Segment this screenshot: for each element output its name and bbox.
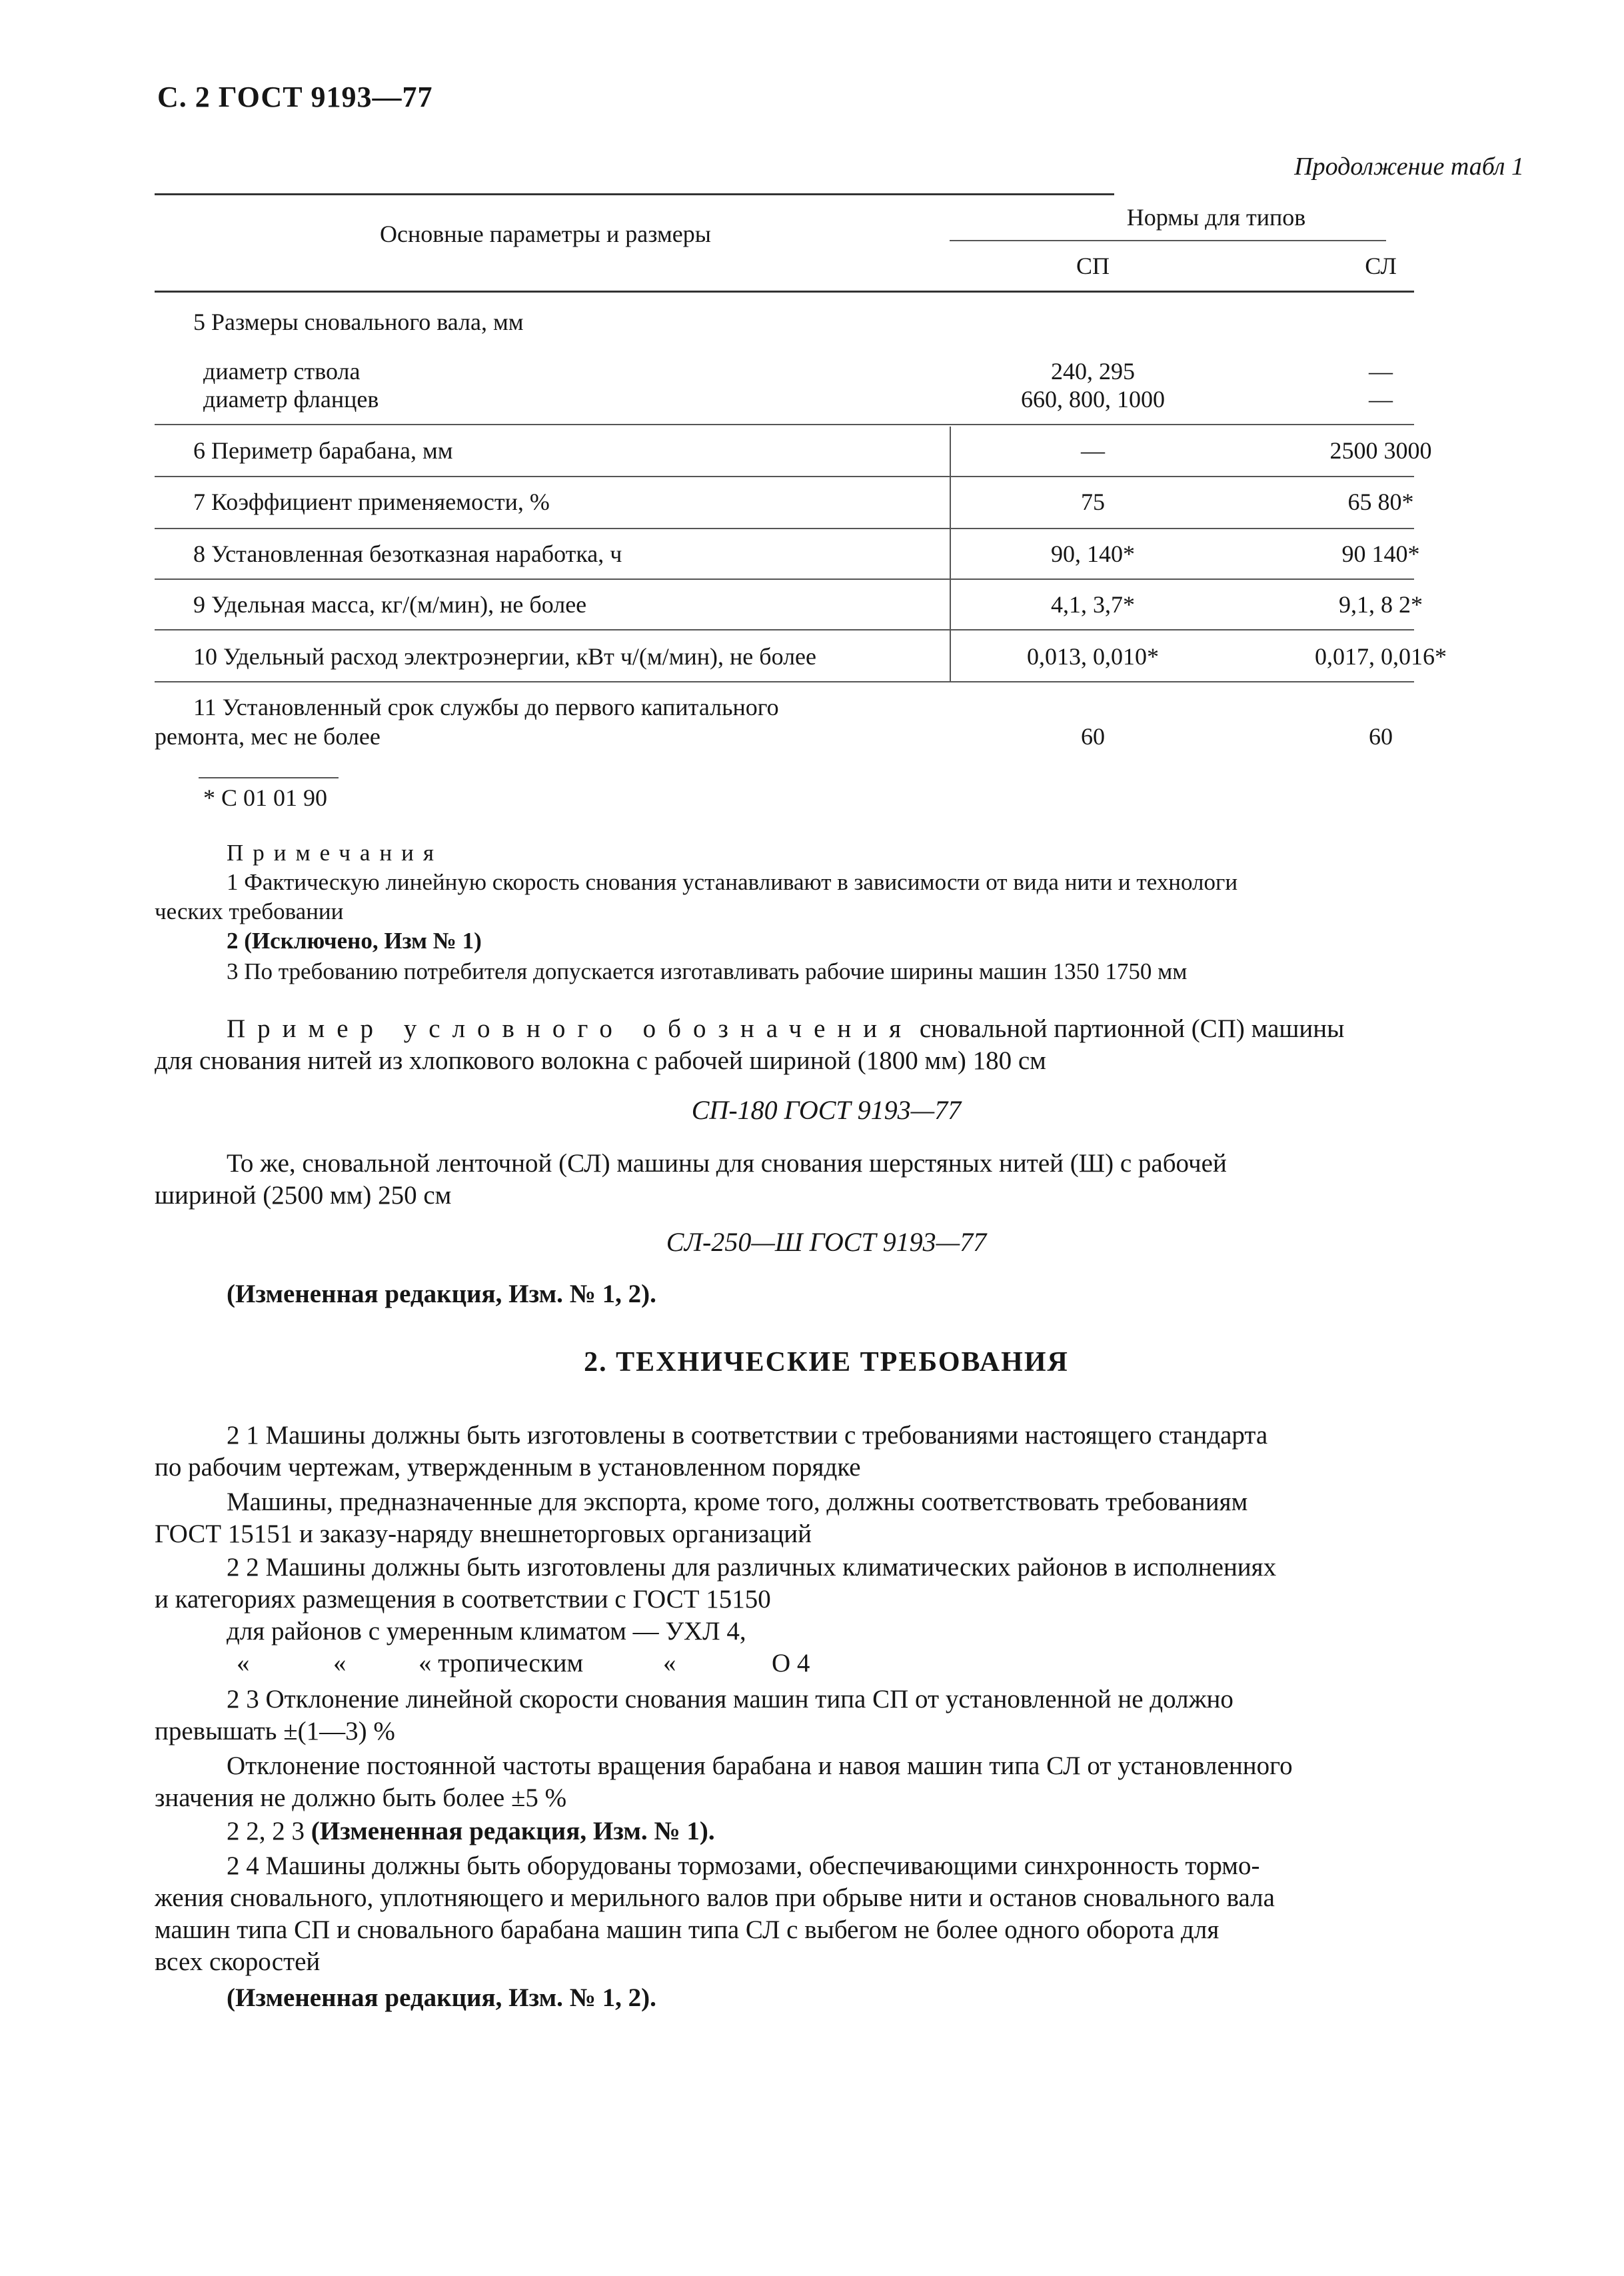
row-5-sub2-sp: 660, 800, 1000	[1021, 386, 1165, 413]
row-6-label: 6 Периметр барабана, мм	[193, 437, 453, 464]
row-8-label: 8 Установленная безотказная наработка, ч	[193, 541, 622, 567]
row-6-sl: 2500 3000	[1329, 437, 1432, 464]
clause-2-3-line1: 2 3 Отклонение линейной скорости снования машин типа СП от установленной не должно	[227, 1685, 1233, 1713]
clause-2-3b-line2: значения не должно быть более ±5 %	[155, 1783, 567, 1812]
row-9-label: 9 Удельная масса, кг/(м/мин), не более	[193, 591, 587, 618]
row-rule	[155, 476, 1414, 477]
clause-2-4-line3: машин типа СП и сновального барабана машин типа СЛ с выбегом не более одного оборота для	[155, 1915, 1219, 1944]
row-6-sp: —	[1081, 437, 1105, 464]
note-2: 2 (Исключено, Изм № 1)	[227, 928, 482, 954]
clause-2-2-line4-b: «	[333, 1649, 347, 1678]
row-11-sl: 60	[1369, 723, 1393, 750]
clause-2-3-line2: превышать ±(1—3) %	[155, 1717, 395, 1745]
page-header: С. 2 ГОСТ 9193—77	[157, 81, 433, 113]
clause-2-1-line1: 2 1 Машины должны быть изготовлены в соответствии с требованиями настоящего стандарта	[227, 1421, 1268, 1450]
row-11-label-line2: ремонта, мес не более	[155, 723, 381, 750]
clause-2-2-line2: и категориях размещения в соответствии с ГОСТ 15150	[155, 1585, 771, 1614]
clause-2-4-line1: 2 4 Машины должны быть оборудованы тормозами, обеспечивающими синхронность тормо-	[227, 1851, 1260, 1880]
row-10-label: 10 Удельный расход электроэнергии, кВт ч/(м/мин), не более	[193, 643, 817, 670]
row-5-sub1-sp: 240, 295	[1051, 358, 1135, 385]
row-9-sl: 9,1, 8 2*	[1339, 591, 1423, 618]
table-footnote: * С 01 01 90	[203, 784, 328, 811]
clause-2-2-2-3-revision	[227, 1815, 715, 1847]
row-rule	[155, 528, 1414, 529]
example-line2: для снования нитей из хлопкового волокна с рабочей шириной (1800 мм) 180 см	[155, 1046, 1046, 1075]
table-continuation-label: Продолжение табл 1	[1294, 153, 1524, 181]
revision-note: (Измененная редакция, Изм. № 1, 2).	[227, 1280, 656, 1308]
clause-2-1b-line1: Машины, предназначенные для экспорта, кроме того, должны соответствовать требованиям	[227, 1488, 1248, 1516]
column-separator	[950, 427, 951, 681]
clause-2-3b-line1: Отклонение постоянной частоты вращения барабана и навоя машин типа СЛ от установленного	[227, 1751, 1293, 1780]
row-7-sl: 65 80*	[1347, 489, 1414, 515]
row-10-sl: 0,017, 0,016*	[1315, 643, 1447, 670]
clause-2-4-line2: жения сновального, уплотняющего и мерильного валов при обрыве нити и останов сновального вала	[155, 1883, 1275, 1912]
row-10-sp: 0,013, 0,010*	[1027, 643, 1159, 670]
norms-subrule	[950, 240, 1386, 241]
row-8-sp: 90, 140*	[1051, 541, 1135, 567]
example-line3: То же, сновальной ленточной (СЛ) машины для снования шерстяных нитей (Ш) с рабочей	[227, 1149, 1227, 1178]
clause-2-1-line2: по рабочим чертежам, утвержденным в установленном порядке	[155, 1453, 861, 1482]
designation-code-1: СП-180 ГОСТ 9193—77	[691, 1095, 962, 1125]
note-1-line2: ческих требовании	[155, 898, 344, 924]
clause-2-4-line4: всех скоростей	[155, 1947, 321, 1976]
revision-mark: (Измененная редакция, Изм. № 1).	[311, 1817, 715, 1845]
example-line4: шириной (2500 мм) 250 см	[155, 1181, 452, 1210]
example-line1-rest: сновальной партионной (СП) машины	[919, 1014, 1345, 1043]
clause-2-2-line1: 2 2 Машины должны быть изготовлены для различных климатических районов в исполнениях	[227, 1553, 1277, 1582]
column-header-sl: СЛ	[1365, 253, 1397, 279]
row-rule	[155, 629, 1414, 630]
row-11-sp: 60	[1081, 723, 1105, 750]
clause-refs: 2 2, 2 3	[227, 1817, 305, 1845]
designation-code-2: СЛ-250—Ш ГОСТ 9193—77	[666, 1227, 987, 1257]
note-1-line1: 1 Фактическую линейную скорость снования устанавливают в зависимости от вида нити и технологи	[227, 869, 1238, 895]
clause-2-2-line4-c: « тропическим	[418, 1649, 584, 1678]
section-title: 2. ТЕХНИЧЕСКИЕ ТРЕБОВАНИЯ	[584, 1347, 1069, 1378]
row-rule	[155, 681, 1414, 682]
clause-2-1b-line2: ГОСТ 15151 и заказу-наряду внешнеторговых организаций	[155, 1520, 812, 1548]
row-11-label-line1: 11 Установленный срок службы до первого капитального	[193, 694, 779, 720]
row-rule	[155, 424, 1414, 425]
example-line1	[227, 1013, 1506, 1045]
row-5-sub1-sl: —	[1369, 358, 1393, 385]
example-lead: Пример условного обозначения	[227, 1014, 914, 1043]
row-9-sp: 4,1, 3,7*	[1051, 591, 1135, 618]
clause-2-2-line3: для районов с умеренным климатом — УХЛ 4,	[227, 1617, 746, 1646]
row-rule	[155, 578, 1414, 580]
row-5-sub1-label: диаметр ствола	[203, 358, 361, 385]
row-5-label: 5 Размеры сновального вала, мм	[193, 309, 524, 335]
row-5-sub2-label: диаметр фланцев	[203, 386, 379, 413]
column-header-norms: Нормы для типов	[1126, 204, 1306, 231]
clause-2-2-line4-d: «	[663, 1649, 676, 1678]
row-8-sl: 90 140*	[1341, 541, 1420, 567]
table-top-rule	[155, 193, 1114, 195]
header-bottom-rule	[155, 291, 1414, 293]
row-5-sub2-sl: —	[1369, 386, 1393, 413]
footnote-rule	[199, 777, 339, 778]
note-3: 3 По требованию потребителя допускается изготавливать рабочие ширины машин 1350 1750 мм	[227, 958, 1188, 984]
column-header-parameters: Основные параметры и размеры	[380, 221, 711, 247]
row-7-label: 7 Коэффициент применяемости, %	[193, 489, 550, 515]
column-header-sp: СП	[1076, 253, 1110, 279]
clause-2-2-line4-e: О 4	[772, 1649, 810, 1678]
clause-2-2-line4-a: «	[237, 1649, 250, 1678]
notes-heading: Примечания	[227, 840, 444, 866]
revision-note-2: (Измененная редакция, Изм. № 1, 2).	[227, 1983, 656, 2012]
row-7-sp: 75	[1081, 489, 1105, 515]
